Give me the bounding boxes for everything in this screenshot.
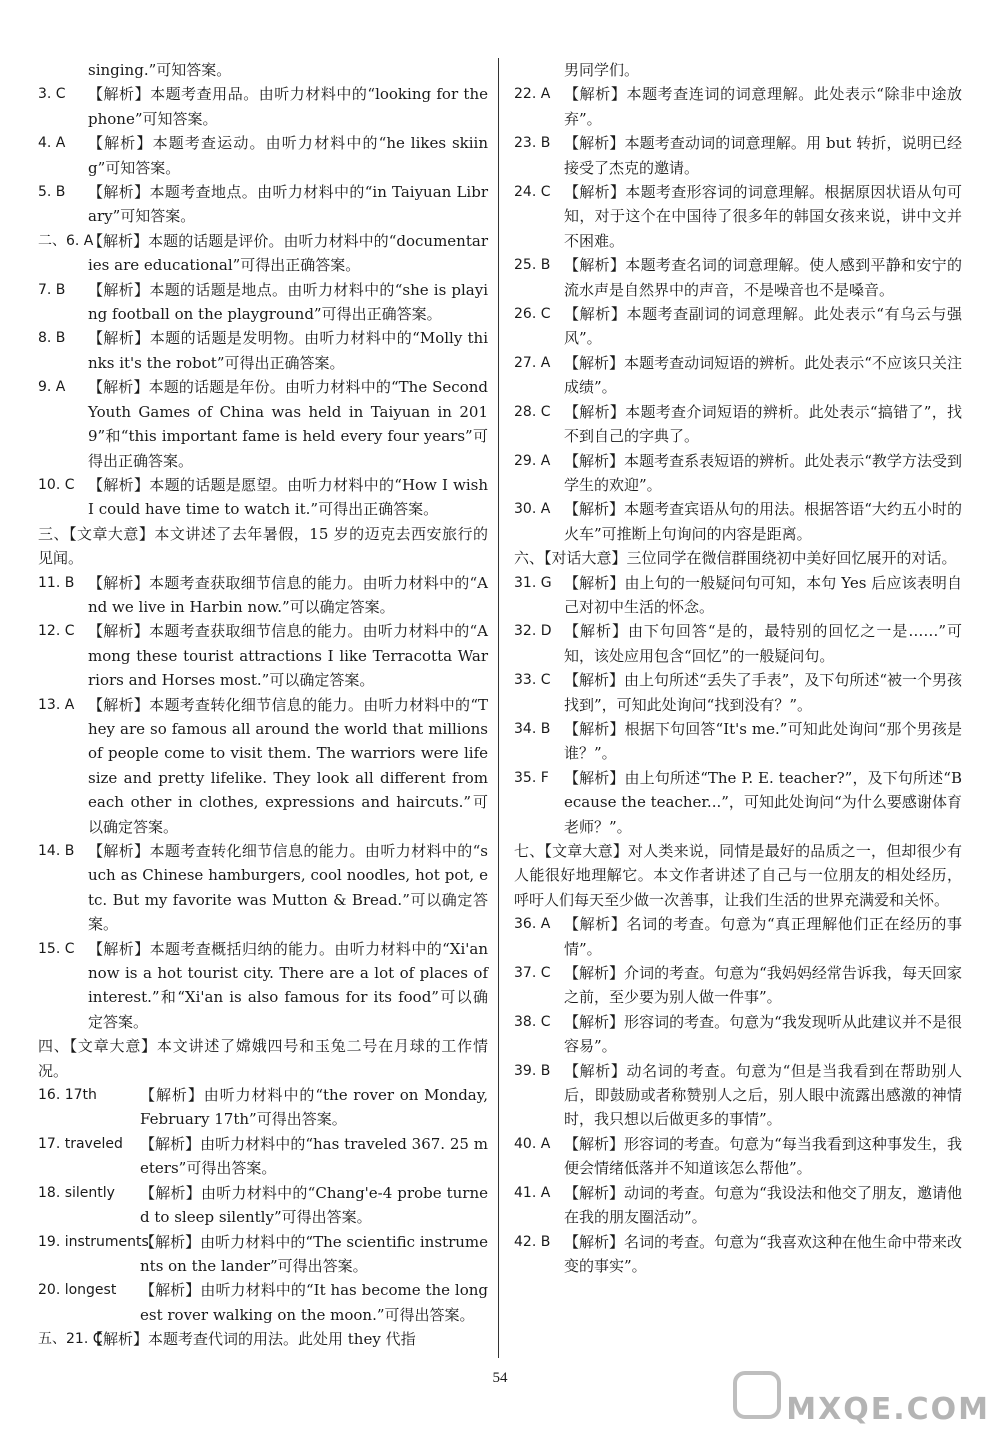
answer-explanation: 【解析】根据下句回答“It's me.”可知此处询问“那个男孩是谁？”。 — [564, 719, 962, 763]
answer-explanation: 【解析】本题考查获取细节信息的能力。由听力材料中的“Among these tourist attractions I like Terracotta Warriors and Horses most.”可以确定答案。 — [88, 622, 488, 690]
answer-explanation: 【解析】由上句所述“丢失了手表”，及下句所述“被一个男孩找到”，可知此处询问“找到没有？”。 — [564, 671, 963, 714]
answer-number: 23. B — [514, 135, 551, 152]
answer-entry — [38, 82, 488, 131]
answer-entry — [514, 82, 962, 131]
answer-number: 40. A — [514, 1135, 551, 1152]
answer-number: 31. G — [514, 574, 552, 591]
answer-entry — [38, 1278, 488, 1327]
answer-entry — [514, 1230, 962, 1279]
answer-entry — [514, 766, 962, 839]
section-summary: 七、【文章大意】对人类来说，同情是最好的品质之一，但却很少有人能很好地理解它。本文作者讲述了自己与一位朋友的相处经历，呼吁人们每天至少做一次善事，让我们生活的世界充满爱和关怀。 — [514, 842, 962, 909]
answer-number: 五、21. C — [38, 1331, 103, 1348]
answer-number: 36. A — [514, 916, 551, 933]
answer-entry — [38, 1083, 488, 1132]
answer-explanation: 【解析】本题考查运动。由听力材料中的“he likes skiing”可知答案。 — [88, 134, 488, 177]
answer-entry — [38, 326, 488, 375]
answer-entry — [38, 571, 488, 620]
answer-entry — [514, 717, 962, 766]
answer-entry — [514, 1059, 962, 1132]
answer-explanation: 【解析】由听力材料中的“Chang'e-4 probe turned to sleep silently”可得出答案。 — [140, 1183, 488, 1227]
answer-entry — [38, 937, 488, 1035]
answer-number: 18. silently — [38, 1184, 115, 1201]
answer-entry — [514, 571, 962, 620]
answer-number: 8. B — [38, 330, 66, 347]
answer-entry — [514, 449, 962, 498]
answer-number: 17. traveled — [38, 1135, 123, 1152]
section-summary: 三、【文章大意】本文讲述了去年暑假，15 岁的迈克去西安旅行的见闻。 — [38, 524, 488, 568]
answer-number: 24. C — [514, 184, 551, 201]
answer-entry — [514, 961, 962, 1010]
answer-entry — [38, 278, 488, 327]
answer-number: 12. C — [38, 623, 75, 640]
answer-explanation: 【解析】形容词的考查。句意为“我发现听从此建议并不是很容易”。 — [564, 1012, 962, 1056]
answer-entry — [514, 131, 962, 180]
answer-number: 11. B — [38, 574, 75, 591]
answer-entry — [38, 1181, 488, 1230]
right-column — [514, 58, 962, 1278]
answer-entry — [514, 302, 962, 351]
answer-explanation: 【解析】本题考查转化细节信息的能力。由听力材料中的“such as Chinese hamburgers, cool noodles, hot pot, etc. But my favorite was Mutton & Bread.”可以确定答案。 — [88, 842, 488, 934]
answer-number: 19. instruments — [38, 1233, 149, 1250]
answer-explanation: 【解析】本题考查系表短语的辨析。此处表示“教学方法受到学生的欢迎”。 — [564, 451, 962, 494]
answer-explanation: 【解析】由上句的一般疑问句可知，本句 Yes 后应该表明自己对初中生活的怀念。 — [564, 573, 962, 616]
answer-number: 28. C — [514, 403, 551, 420]
answer-number: 15. C — [38, 940, 75, 957]
answer-entry — [514, 400, 962, 449]
answer-entry — [514, 1010, 962, 1059]
answer-number: 32. D — [514, 623, 552, 640]
answer-number: 7. B — [38, 281, 66, 298]
answer-number: 37. C — [514, 965, 551, 982]
answer-explanation: 【解析】介词的考查。句意为“我妈妈经常告诉我，每天回家之前，至少要为别人做一件事”。 — [564, 964, 962, 1007]
answer-entry — [514, 351, 962, 400]
answer-number: 30. A — [514, 501, 551, 518]
left-column — [38, 58, 488, 1352]
answer-number: 13. A — [38, 696, 75, 713]
answer-explanation: 【解析】动词的考查。句意为“我设法和他交了朋友，邀请他在我的朋友圈活动”。 — [564, 1183, 962, 1227]
answer-number: 35. F — [514, 769, 549, 786]
answer-number: 10. C — [38, 476, 75, 493]
answer-entry — [38, 180, 488, 229]
column-divider — [498, 58, 499, 1358]
answer-number: 33. C — [514, 672, 551, 689]
answer-entry — [514, 1132, 962, 1181]
answer-number: 29. A — [514, 452, 551, 469]
section-summary: 四、【文章大意】本文讲述了嫦娥四号和玉兔二号在月球的工作情况。 — [38, 1037, 488, 1080]
answer-number: 41. A — [514, 1184, 551, 1201]
answer-explanation: 【解析】形容词的考查。句意为“每当我看到这种事发生，我便会情绪低落并不知道该怎么帮他”。 — [564, 1134, 962, 1178]
answer-explanation: 【解析】由下句回答“是的，最特别的回忆之一是……”可知，该处应用包含“回忆”的一般疑问句。 — [564, 622, 962, 665]
answer-explanation: 【解析】本题的话题是年份。由听力材料中的“The Second Youth Games of China was held in Taiyuan in 2019”和“this important fame is held every four years”可得出正确答案。 — [88, 378, 488, 470]
page-number: 54 — [492, 1370, 508, 1386]
answer-explanation: 【解析】本题考查用品。由听力材料中的“looking for the phone”可知答案。 — [88, 85, 488, 128]
answer-explanation: 【解析】动名词的考查。句意为“但是当我看到在帮助别人后，即鼓励或者称赞别人之后，别人眼中流露出感激的神情时，我只想以后做更多的事情”。 — [564, 1061, 962, 1129]
answer-number: 26. C — [514, 306, 551, 323]
answer-entry — [38, 473, 488, 522]
answer-explanation: 【解析】本题考查概括归纳的能力。由听力材料中的“Xi'an now is a hot tourist city. There are a lot of places of interest.”和“Xi'an is also famous for its food”可以确定答案。 — [88, 939, 488, 1031]
answer-explanation: 【解析】本题考查动词的词意理解。用 but 转折，说明已经接受了杰克的邀请。 — [564, 134, 962, 177]
answer-entry — [514, 619, 962, 668]
answer-explanation: 【解析】由听力材料中的“has traveled 367. 25 meters”可得出答案。 — [140, 1134, 488, 1178]
answer-explanation: 【解析】由听力材料中的“the rover on Monday, February 17th”可得出答案。 — [140, 1086, 488, 1129]
answer-explanation: 【解析】名词的考查。句意为“我喜欢这种在他生命中带来改变的事实”。 — [564, 1232, 962, 1275]
section-summary: 六、【对话大意】三位同学在微信群围绕初中美好回忆展开的对话。 — [514, 549, 957, 568]
answer-entry — [38, 1230, 488, 1279]
answer-number: 4. A — [38, 135, 66, 152]
answer-entry — [514, 1181, 962, 1230]
answer-entry — [514, 668, 962, 717]
continued-text: singing.”可知答案。 — [88, 61, 232, 79]
answer-explanation: 【解析】本题考查名词的词意理解。使人感到平静和安宁的流水声是自然界中的声音，不是噪音也不是嗓音。 — [564, 256, 962, 299]
answer-explanation: 【解析】本题考查连词的词意理解。此处表示“除非中途放弃”。 — [564, 85, 962, 128]
answer-explanation: 【解析】本题考查地点。由听力材料中的“in Taiyuan Library”可知答案。 — [88, 183, 488, 226]
answer-explanation: 【解析】本题的话题是发明物。由听力材料中的“Molly thinks it's the robot”可得出正确答案。 — [88, 329, 488, 372]
answer-entry — [514, 253, 962, 302]
answer-explanation: 【解析】本题考查转化细节信息的能力。由听力材料中的“They are so famous all around the world that millions of people come to visit them. The warriors were lifesize and pretty lifelike. They look all different from each other in clothes, expressions and haircuts.”可以确定答案。 — [88, 695, 488, 836]
answer-explanation: 【解析】由听力材料中的“The scientific instruments on the lander”可得出答案。 — [140, 1232, 488, 1275]
answer-number: 22. A — [514, 86, 551, 103]
answer-entry — [38, 619, 488, 692]
answer-entry — [38, 839, 488, 937]
answer-number: 42. B — [514, 1233, 551, 1250]
answer-explanation: 【解析】本题的话题是愿望。由听力材料中的“How I wish I could have time to watch it.”可得出正确答案。 — [88, 475, 488, 519]
answer-number: 14. B — [38, 843, 75, 859]
answer-explanation: 【解析】本题的话题是地点。由听力材料中的“she is playing football on the playground”可得出正确答案。 — [88, 280, 488, 324]
answer-number: 二、6. A — [38, 232, 94, 249]
answer-explanation: 【解析】本题考查获取细节信息的能力。由听力材料中的“And we live in Harbin now.”可以确定答案。 — [88, 573, 488, 616]
watermark-logo — [729, 1371, 990, 1426]
answer-number: 5. B — [38, 184, 66, 201]
answer-number: 20. longest — [38, 1282, 117, 1299]
answer-number: 3. C — [38, 86, 66, 103]
answer-entry — [38, 131, 488, 180]
watermark-site: MXQE.COM — [786, 1391, 990, 1427]
answer-entry — [38, 1132, 488, 1181]
answer-explanation: 【解析】本题考查副词的词意理解。此处表示“有乌云与强风”。 — [564, 305, 962, 348]
answer-number: 9. A — [38, 379, 66, 396]
answer-number: 39. B — [514, 1062, 551, 1079]
answer-explanation: 【解析】本题的话题是评价。由听力材料中的“documentaries are educational”可得出正确答案。 — [88, 231, 488, 275]
answer-number: 16. 17th — [38, 1087, 97, 1104]
answer-explanation: 【解析】本题考查介词短语的辨析。此处表示“搞错了”，找不到自己的字典了。 — [564, 402, 962, 446]
answer-entry — [38, 375, 488, 473]
answer-explanation: 【解析】由听力材料中的“It has become the longest rover walking on the moon.”可得出答案。 — [140, 1281, 488, 1324]
answer-explanation: 【解析】本题考查动词短语的辨析。此处表示“不应该只关注成绩”。 — [564, 353, 962, 397]
watermark-icon — [733, 1371, 781, 1419]
answer-entry — [514, 180, 962, 253]
answer-entry — [38, 1327, 488, 1351]
answer-explanation: 【解析】名词的考查。句意为“真正理解他们正在经历的事情”。 — [564, 915, 962, 958]
continued-text: 男同学们。 — [564, 61, 640, 79]
answer-number: 38. C — [514, 1013, 551, 1030]
answer-explanation: 【解析】本题考查宾语从句的用法。根据答语“大约五小时的火车”可推断上句询问的内容是距离。 — [564, 500, 962, 543]
answer-number: 34. B — [514, 720, 551, 737]
answer-entry — [514, 497, 962, 546]
answer-number: 25. B — [514, 257, 551, 274]
answer-number: 27. A — [514, 354, 551, 371]
answer-explanation: 【解析】本题考查代词的用法。此处用 they 代指 — [88, 1330, 416, 1349]
answer-entry — [514, 912, 962, 961]
answer-entry — [38, 229, 488, 278]
answer-entry — [38, 693, 488, 839]
answer-explanation: 【解析】本题考查形容词的词意理解。根据原因状语从句可知，对于这个在中国待了很多年的韩国女孩来说，讲中文并不困难。 — [564, 183, 962, 250]
answer-explanation: 【解析】由上句所述“The P. E. teacher?”，及下句所述“Because the teacher...”，可知此处询问“为什么要感谢体育老师？”。 — [564, 768, 962, 836]
